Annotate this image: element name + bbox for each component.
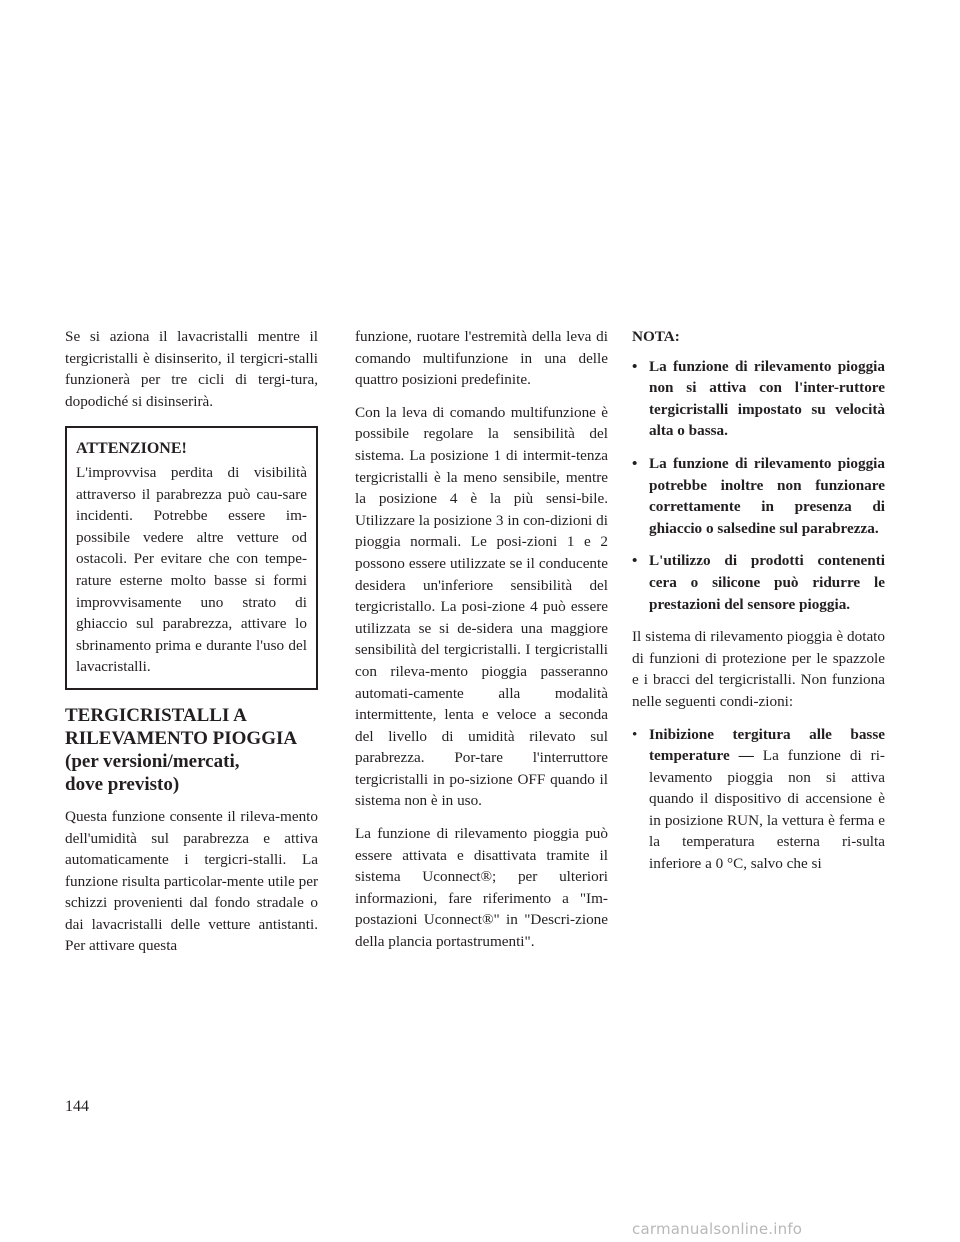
right-column	[632, 326, 885, 886]
heading-line: RILEVAMENTO PIOGGIA	[65, 727, 298, 749]
body-paragraph: funzione, ruotare l'estremità della leva di comando multifunzione in una delle quattro posizioni predefinite.	[355, 328, 608, 389]
list-item	[632, 453, 885, 539]
bullet-icon: •	[632, 357, 638, 375]
notes-list	[632, 356, 885, 616]
note-text: L'utilizzo di prodotti contenenti cera o silicone può ridurre le prestazioni del sensore pioggia.	[649, 552, 885, 613]
body-paragraph: La funzione di rilevamento pioggia può essere attivata e disattivata tramite il sistema Uconnect®; per ulteriori informazioni, fare riferimento a "Im-postazioni Uconnect®" in "Descri-zione della plancia portastrumenti".	[355, 825, 608, 951]
condition-text: La funzione di ri-levamento pioggia non si attiva quando il dispositivo di accensione è in posizione RUN, la vettura è ferma e la temperatura esterna ri-sulta inferiore a 0 °C, salvo che si	[649, 747, 885, 873]
conditions-list	[632, 724, 885, 875]
note-title: NOTA:	[632, 328, 680, 345]
heading-line: TERGICRISTALLI A	[65, 704, 247, 726]
section-heading	[65, 704, 318, 796]
note-text: La funzione di rilevamento pioggia potrebbe inoltre non funzionare correttamente in presenza di ghiaccio o salsedine sul parabrezza.	[649, 454, 885, 537]
body-paragraph: Il sistema di rilevamento pioggia è dotato di funzioni di protezione per le spazzole e i bracci del tergicristalli. Non funziona nelle seguenti condi-zioni:	[632, 628, 885, 710]
warning-title: ATTENZIONE!	[76, 440, 187, 458]
page-number: 144	[65, 1098, 89, 1115]
warning-box	[65, 426, 318, 690]
watermark: carmanualsonline.info	[632, 1220, 803, 1238]
list-item	[632, 550, 885, 615]
left-column	[65, 326, 318, 968]
condition-title: Inibizione tergitura alle basse temperature —	[649, 725, 885, 765]
list-item	[632, 724, 885, 875]
warning-text: L'improvvisa perdita di visibilità attraverso il parabrezza può cau-sare incidenti. Potrebbe essere im-possibile vedere altre vetture od ostacoli. Per evitare che con tempe-rature esterne molto basse si formi improvvisamente uno strato di ghiaccio sul parabrezza, attivare lo sbrinamento prima e durante l'uso del lavacristalli.	[76, 463, 307, 676]
bullet-icon: •	[632, 725, 638, 743]
body-paragraph: Questa funzione consente il rileva-mento dell'umidità sul parabrezza e attiva automaticamente i tergicri-stalli. La funzione risulta particolar-mente utile per schizzi provenienti dal fondo stradale o dai lavacristalli delle vetture antistanti. Per attivare questa	[65, 807, 318, 955]
body-paragraph: Con la leva di comando multifunzione è possibile regolare la sensibilità del sistema. La posizione 1 di intermit-tenza tergicristalli è la meno sensibile, mentre la posizione 4 è la più sensi-bile. Utilizzare la posizione 3 in con-dizioni di pioggia normali. Le posi-zioni 1 e 2 possono essere utilizzate se il conducente desidera un'inferiore sensibilità del tergicristallo. La posi-zione 4 può essere utilizzata se si de-sidera una maggiore sensibilità del tergicristalli. I tergicristalli con rileva-mento pioggia passeranno automati-camente alla modalità intermittente, lenta e veloce a seconda del livello di umidità rilevato sul parabrezza. Por-tare l'interruttore tergicristalli in po-sizione OFF quando il sistema non è in uso.	[355, 403, 608, 810]
bullet-icon: •	[632, 552, 638, 570]
list-item	[632, 356, 885, 442]
note-text: La funzione di rilevamento pioggia non si attiva con l'inter-ruttore tergicristalli impostato su velocità alta o bassa.	[649, 357, 885, 440]
middle-column	[355, 326, 608, 964]
heading-line: (per versioni/mercati,	[65, 750, 240, 772]
heading-line: dove previsto)	[65, 773, 180, 795]
bullet-icon: •	[632, 454, 638, 472]
intro-paragraph: Se si aziona il lavacristalli mentre il tergicristalli è disinserito, il tergicri-stalli funzionerà per tre cicli di tergi-tura, dopodiché si disinserirà.	[65, 328, 318, 410]
